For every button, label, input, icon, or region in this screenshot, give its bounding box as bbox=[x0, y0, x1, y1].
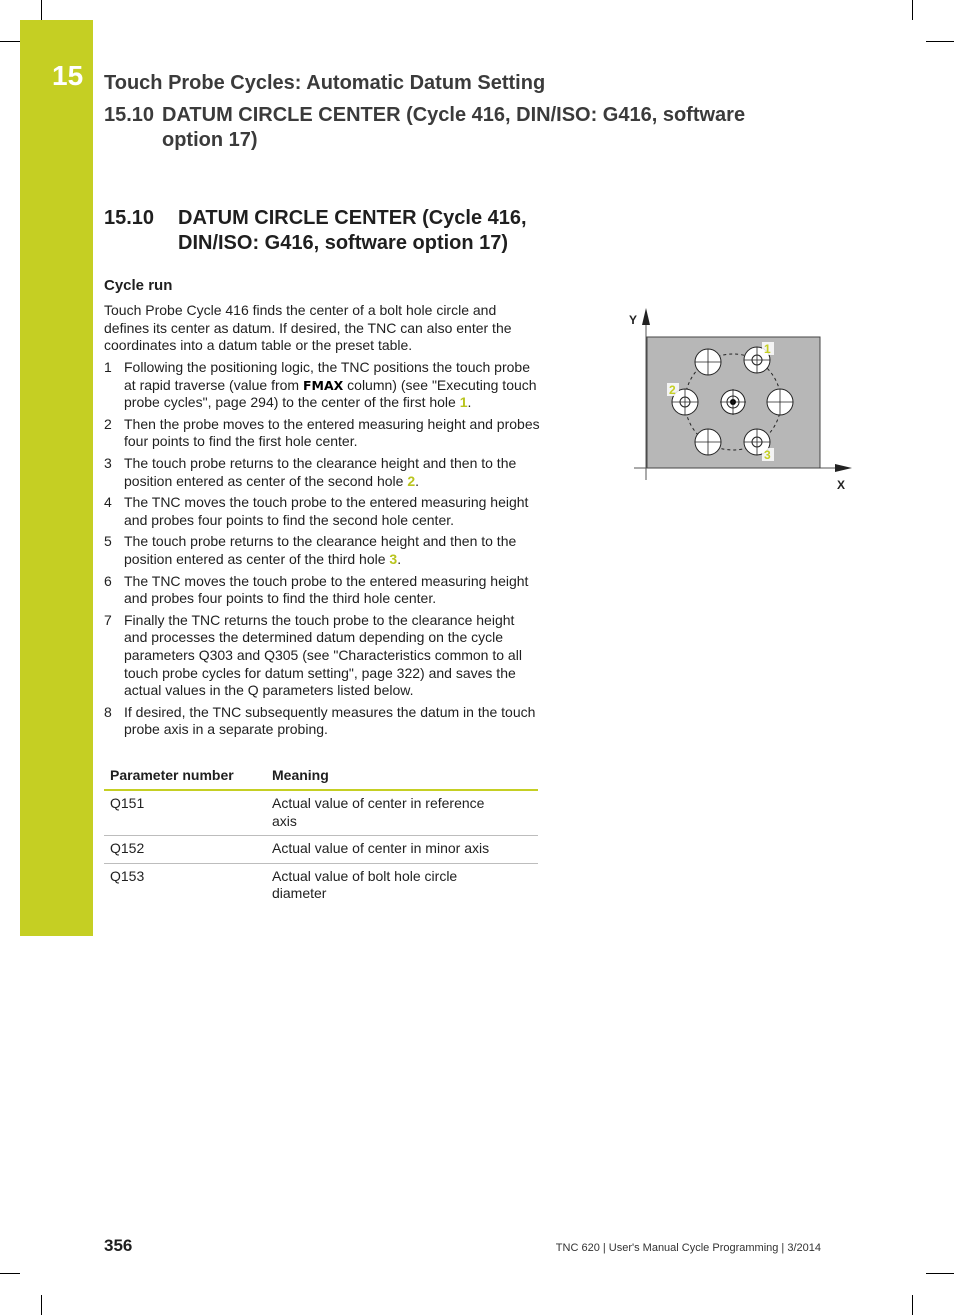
list-item: 7 Finally the TNC returns the touch probe to the clearance height and processes the determined datum depending on the cycle parameters Q303 and Q305 (see "Characteristics common to all touch probe cycles for datum setting", page 322) and saves the actual values in the Q parameters listed below. bbox=[104, 611, 522, 699]
list-item: 1 Following the positioning logic, the TNC positions the touch probe at rapid traverse (value from FMAX column) (see "Executing touch probe cycles", page 294) to the center of the first hole 1. bbox=[104, 359, 537, 411]
y-axis-arrow bbox=[642, 308, 650, 325]
footer-text: TNC 620 | User's Manual Cycle Programming | 3/2014 bbox=[555, 1242, 821, 1254]
cycle-steps-list bbox=[104, 359, 540, 743]
parameter-cell: Q152 bbox=[104, 836, 266, 864]
parameter-table bbox=[104, 765, 538, 908]
list-item: 4 The TNC moves the touch probe to the entered measuring height and probes four points to find the second hole center. bbox=[104, 494, 529, 528]
parameter-cell: Q153 bbox=[110, 867, 145, 884]
hole-ref-2: 2 bbox=[407, 472, 416, 489]
column-header-parameter: Parameter number bbox=[104, 765, 266, 790]
list-item: 2 Then the probe moves to the entered measuring height and probes four points to find the first hole center. bbox=[104, 415, 540, 450]
hole-label-1: 1 bbox=[764, 342, 771, 356]
table-row bbox=[104, 863, 538, 908]
meaning-cell: Actual value of center in minor axis bbox=[266, 836, 538, 864]
running-header-title: Touch Probe Cycles: Automatic Datum Setting bbox=[104, 72, 546, 94]
list-item: 3 The touch probe returns to the clearance height and then to the position entered as center of the second hole 2. bbox=[104, 454, 517, 489]
hole-ref-3: 3 bbox=[389, 550, 398, 567]
list-item: 8 If desired, the TNC subsequently measures the datum in the touch probe axis in a separate probing. bbox=[104, 703, 536, 738]
cycle-run-heading: Cycle run bbox=[104, 277, 173, 294]
table-row bbox=[104, 790, 538, 836]
x-axis-arrow bbox=[835, 464, 852, 472]
section-title-line-1: DATUM CIRCLE CENTER (Cycle 416, bbox=[178, 207, 527, 229]
parameter-cell: Q151 bbox=[104, 790, 266, 836]
chapter-sidebar bbox=[20, 20, 93, 936]
meaning-cell: Actual value of bolt hole circle diameter bbox=[272, 867, 458, 902]
table-row bbox=[104, 836, 538, 864]
running-header-section-title-1: DATUM CIRCLE CENTER (Cycle 416, DIN/ISO: G416, software bbox=[162, 104, 746, 126]
crop-mark bbox=[926, 41, 954, 42]
section-title bbox=[104, 206, 584, 256]
x-axis-label: X bbox=[837, 478, 846, 492]
running-header-section-number: 15.10 bbox=[104, 104, 155, 126]
table-header-row bbox=[104, 765, 538, 790]
column-header-meaning: Meaning bbox=[266, 765, 538, 790]
hole-ref-1: 1 bbox=[459, 394, 468, 411]
keyword-fmax: FMAX bbox=[302, 377, 344, 393]
crop-mark bbox=[912, 1295, 913, 1315]
list-item: 6 The TNC moves the touch probe to the entered measuring height and probes four points to find the third hole center. bbox=[104, 572, 529, 607]
crop-mark bbox=[0, 41, 20, 42]
crop-mark bbox=[41, 1295, 42, 1315]
hole-label-3: 3 bbox=[764, 448, 771, 462]
bolt-hole-circle-diagram bbox=[620, 305, 860, 500]
list-item: 5 The touch probe returns to the clearance height and then to the position entered as center of the third hole 3. bbox=[104, 533, 517, 567]
section-number: 15.10 bbox=[104, 207, 155, 229]
hole-bottom-left bbox=[695, 429, 721, 455]
crop-mark bbox=[912, 0, 913, 20]
crop-mark bbox=[41, 0, 42, 20]
section-title-line-2: DIN/ISO: G416, software option 17) bbox=[178, 232, 509, 254]
hole-top-left bbox=[695, 349, 721, 375]
running-header-section-title-2: option 17) bbox=[162, 129, 258, 151]
crop-mark bbox=[0, 1273, 20, 1274]
hole-right bbox=[767, 389, 793, 415]
cycle-run-intro: Touch Probe Cycle 416 finds the center of a bolt hole circle and defines its center as datum. If desired, the TNC can also enter the coordinates into a datum table or the preset table. bbox=[104, 302, 512, 354]
hole-label-2: 2 bbox=[669, 383, 676, 397]
chapter-number: 15 bbox=[52, 60, 84, 91]
meaning-cell: Actual value of center in reference axis bbox=[266, 790, 538, 836]
running-header-section bbox=[104, 103, 784, 153]
y-axis-label: Y bbox=[629, 313, 638, 327]
crop-mark bbox=[926, 1273, 954, 1274]
page-number: 356 bbox=[104, 1236, 133, 1255]
